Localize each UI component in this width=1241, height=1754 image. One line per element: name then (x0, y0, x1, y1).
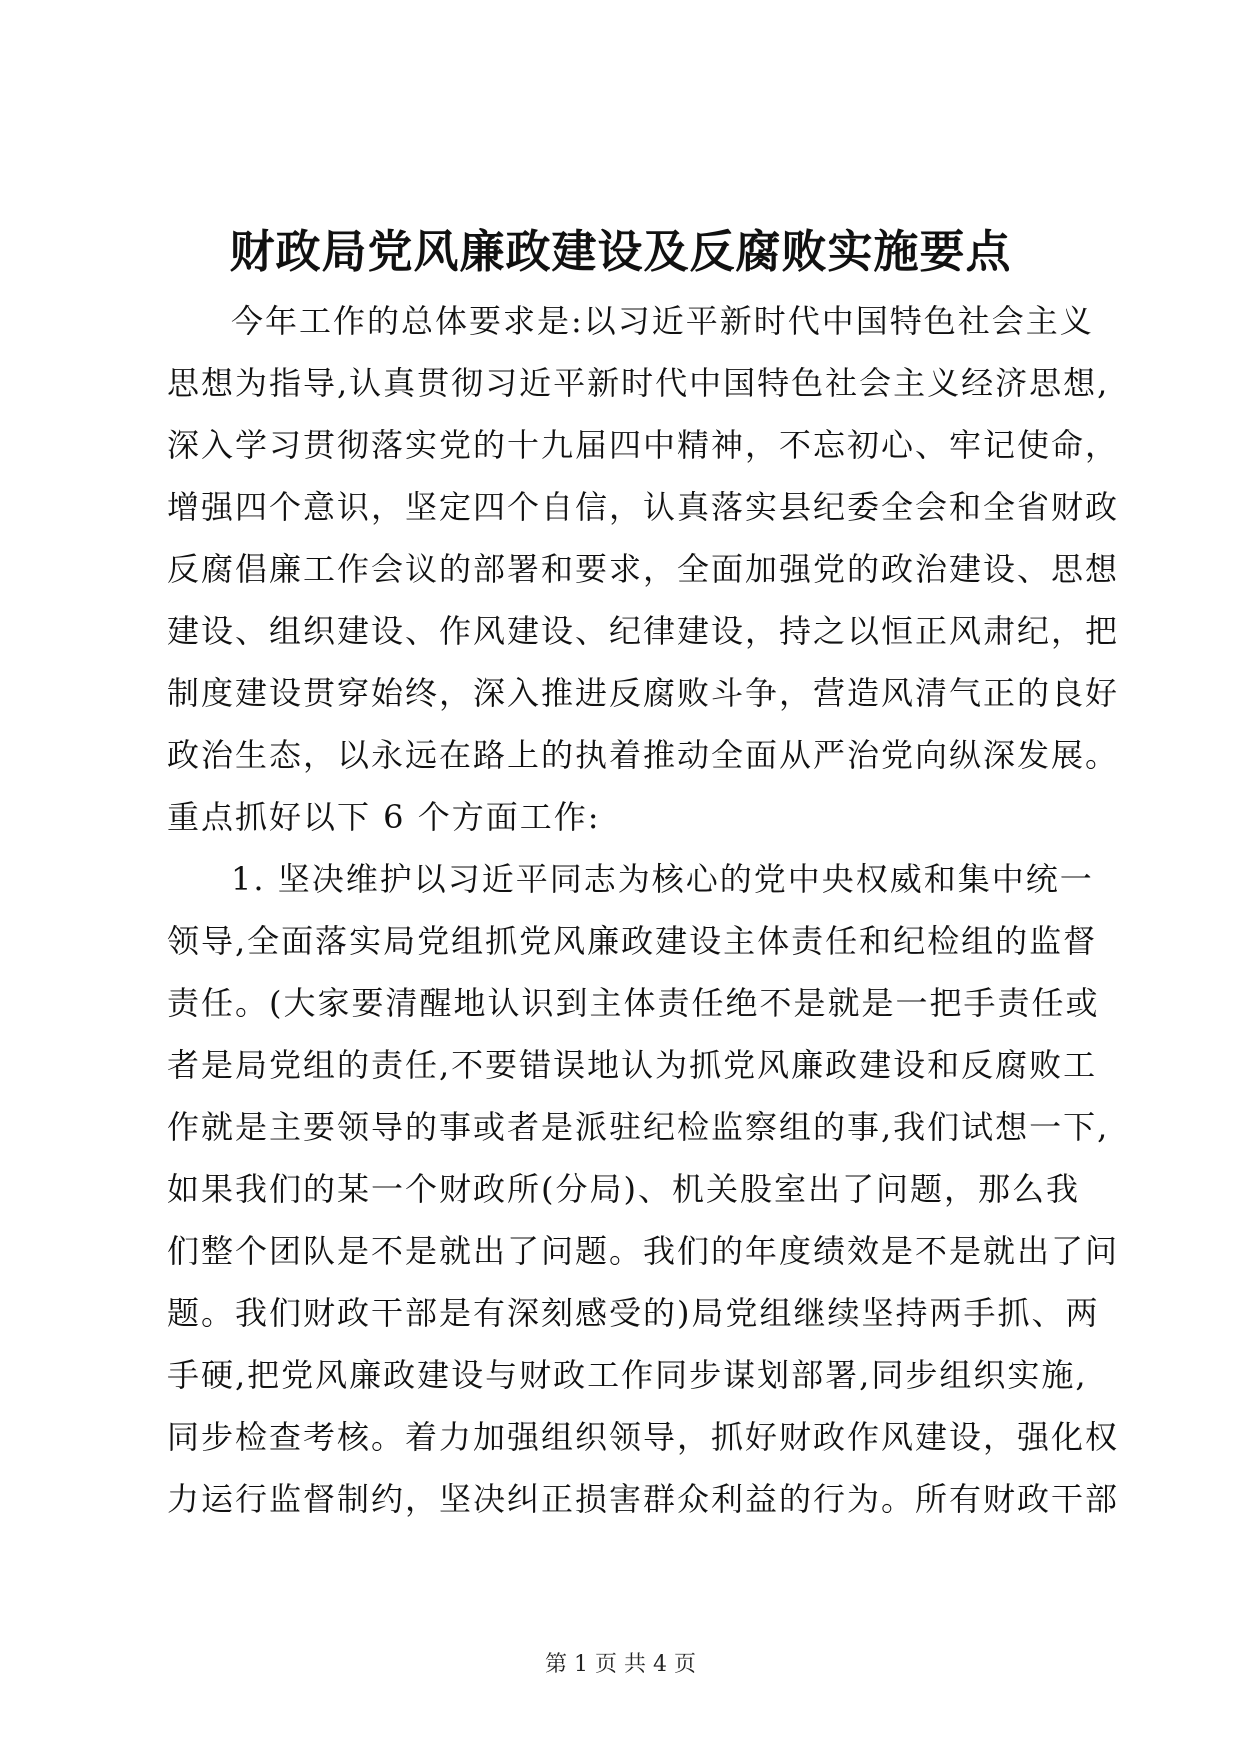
text-line: 责任。(大家要清醒地认识到主体责任绝不是就是一把手责任或 (167, 984, 1100, 1022)
document-title: 财政局党风廉政建设及反腐败实施要点 (229, 225, 1012, 278)
text-line: 1. 坚决维护以习近平同志为核心的党中央权威和集中统一 (231, 860, 1094, 898)
text-line: 今年工作的总体要求是:以习近平新时代中国特色社会主义 (231, 302, 1094, 340)
text-line: 手硬,把党风廉政建设与财政工作同步谋划部署,同步组织实施, (167, 1356, 1088, 1394)
page-footer: 第 1 页 共 4 页 (545, 1652, 696, 1677)
text-line: 作就是主要领导的事或者是派驻纪检监察组的事,我们试想一下, (167, 1108, 1110, 1146)
paragraph-overview (167, 290, 1120, 848)
text-line: 者是局党组的责任,不要错误地认为抓党风廉政建设和反腐败工 (167, 1046, 1098, 1084)
text-line: 思想为指导,认真贯彻习近平新时代中国特色社会主义经济思想, (167, 364, 1110, 402)
text-line: 深入学习贯彻落实党的十九届四中精神，不忘初心、牢记使命， (167, 426, 1120, 464)
paragraph-item-1 (167, 848, 1120, 1530)
text-line: 反腐倡廉工作会议的部署和要求，全面加强党的政治建设、思想 (167, 550, 1120, 588)
text-line: 增强四个意识，坚定四个自信，认真落实县纪委全会和全省财政 (167, 488, 1120, 526)
text-line: 题。我们财政干部是有深刻感受的)局党组继续坚持两手抓、两 (167, 1294, 1100, 1332)
text-line: 领导,全面落实局党组抓党风廉政建设主体责任和纪检组的监督 (167, 922, 1098, 960)
text-line: 制度建设贯穿始终，深入推进反腐败斗争，营造风清气正的良好 (167, 674, 1120, 712)
text-line: 如果我们的某一个财政所(分局)、机关股室出了问题，那么我 (167, 1170, 1080, 1208)
document-body (167, 290, 1120, 1530)
text-line: 同步检查考核。着力加强组织领导，抓好财政作风建设，强化权 (167, 1418, 1120, 1456)
text-line: 建设、组织建设、作风建设、纪律建设，持之以恒正风肃纪，把 (167, 612, 1120, 650)
text-line: 政治生态，以永远在路上的执着推动全面从严治党向纵深发展。 (167, 736, 1120, 774)
text-line: 力运行监督制约，坚决纠正损害群众利益的行为。所有财政干部 (167, 1480, 1120, 1518)
text-line: 们整个团队是不是就出了问题。我们的年度绩效是不是就出了问 (167, 1232, 1120, 1270)
text-line: 重点抓好以下 6 个方面工作: (167, 798, 601, 836)
